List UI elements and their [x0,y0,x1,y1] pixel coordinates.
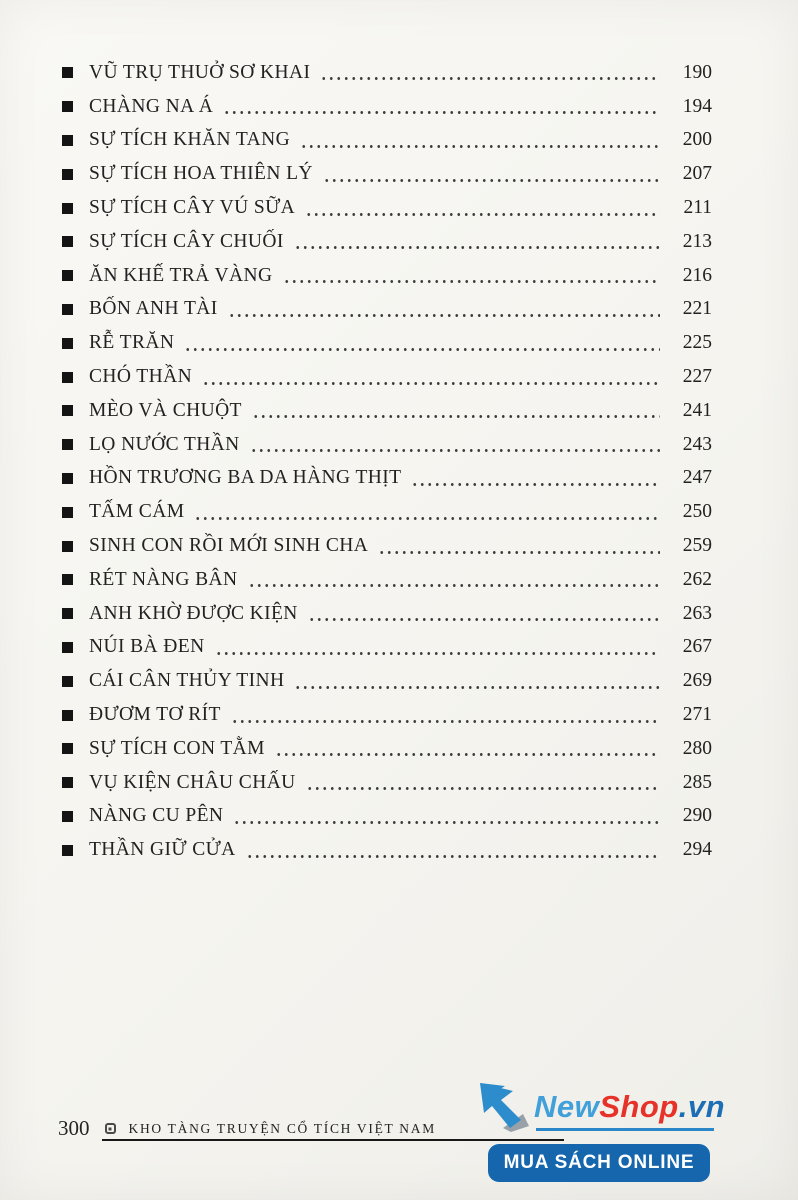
bullet-square-icon [62,608,73,619]
toc-entry-title: RÉT NÀNG BÂN [89,568,238,590]
toc-entry-title: BỐN ANH TÀI [89,298,218,320]
toc-entry-page-number: 225 [682,332,712,354]
toc-entry-title: VŨ TRỤ THUỞ SƠ KHAI [89,61,311,83]
toc-entry-title: ĐƯƠM TƠ RÍT [89,704,221,726]
toc-entry [62,259,712,293]
dot-leader [184,347,660,352]
toc-entry-title: CÁI CÂN THỦY TINH [89,670,285,692]
dot-leader [378,550,660,555]
toc-entry [62,326,712,360]
toc-entry [62,563,712,597]
bullet-square-icon [62,203,73,214]
bullet-square-icon [62,710,73,721]
bullet-square-icon [62,811,73,822]
toc-entry-title: SINH CON RỒI MỚI SINH CHA [89,535,369,557]
bullet-square-icon [62,507,73,518]
toc-entry [62,293,712,327]
toc-entry-page-number: 200 [682,129,712,151]
toc-entry-title: CHÓ THẦN [89,366,193,388]
toc-entry-page-number: 194 [682,95,712,117]
dot-leader [246,854,660,859]
toc-entry-page-number: 267 [682,636,712,658]
toc-entry-title: CHÀNG NA Á [89,95,214,117]
dot-leader [294,245,660,250]
toc-entry-page-number: 211 [683,197,712,219]
newshop-logo [534,1089,725,1125]
toc-entry [62,225,712,259]
toc-entry [62,529,712,563]
toc-entry-page-number: 241 [682,399,712,421]
bullet-square-icon [62,439,73,450]
square-ornament-icon [105,1123,116,1134]
bullet-square-icon [62,169,73,180]
dot-leader [233,820,660,825]
bullet-square-icon [62,642,73,653]
bullet-square-icon [62,135,73,146]
dot-leader [305,212,660,217]
toc-entry [62,631,712,665]
toc-entry [62,766,712,800]
toc-entry [62,124,712,158]
toc-entry-title: RỄ TRĂN [89,332,175,354]
toc-entry-page-number: 259 [682,535,712,557]
dot-leader [283,279,661,284]
footer-book-title: KHO TÀNG TRUYỆN CỔ TÍCH VIỆT NAM [128,1120,436,1136]
page-footer [58,1116,436,1141]
toc-entry-page-number: 213 [682,230,712,252]
toc-entry-title: MÈO VÀ CHUỘT [89,399,242,421]
toc-entry [62,157,712,191]
logo-underline [536,1128,714,1131]
dot-leader [308,617,660,622]
toc-entry-title: SỰ TÍCH KHĂN TANG [89,129,291,151]
toc-entry-page-number: 221 [682,298,712,320]
logo-part-new: New [534,1089,600,1124]
toc-entry-title: THẦN GIỮ CỬA [89,839,236,861]
bullet-square-icon [62,67,73,78]
toc-entry [62,56,712,90]
toc-entry [62,698,712,732]
toc-entry-page-number: 247 [682,467,712,489]
toc-entry-page-number: 269 [682,670,712,692]
bullet-square-icon [62,304,73,315]
toc-entry-page-number: 271 [682,704,712,726]
dot-leader [320,76,660,81]
footer-rule [102,1139,564,1141]
bullet-square-icon [62,236,73,247]
dot-leader [248,583,660,588]
toc-entry [62,664,712,698]
dot-leader [411,482,660,487]
toc-entry-page-number: 207 [682,163,712,185]
bullet-square-icon [62,777,73,788]
toc-entry [62,732,712,766]
bullet-square-icon [62,405,73,416]
logo-part-shop: Shop [599,1089,679,1124]
toc-entry [62,191,712,225]
dot-leader [250,448,660,453]
dot-leader [202,381,660,386]
toc-entry-title: LỌ NƯỚC THẦN [89,433,240,455]
toc-entry [62,495,712,529]
bullet-square-icon [62,338,73,349]
toc-entry-page-number: 250 [682,501,712,523]
dot-leader [323,178,660,183]
toc-entry-page-number: 294 [682,839,712,861]
toc-entry-title: HỒN TRƯƠNG BA DA HÀNG THỊT [89,467,402,489]
bullet-square-icon [62,676,73,687]
bullet-square-icon [62,270,73,281]
bullet-square-icon [62,541,73,552]
bullet-square-icon [62,743,73,754]
dot-leader [215,651,660,656]
bullet-square-icon [62,101,73,112]
toc-entry-page-number: 285 [682,771,712,793]
dot-leader [223,110,660,115]
dot-leader [194,516,660,521]
toc-entry [62,394,712,428]
dot-leader [300,144,660,149]
toc-entry-page-number: 243 [682,433,712,455]
bullet-square-icon [62,372,73,383]
toc-entry-title: ĂN KHẾ TRẢ VÀNG [89,264,273,286]
toc-entry-title: SỰ TÍCH CÂY CHUỐI [89,230,284,252]
mua-sach-online-banner: MUA SÁCH ONLINE [488,1144,710,1182]
toc-entry [62,462,712,496]
footer-page-number: 300 [58,1116,90,1140]
toc-entry-title: VỤ KIỆN CHÂU CHẤU [89,771,296,793]
dot-leader [228,313,660,318]
toc-entry-title: SỰ TÍCH CÂY VÚ SỮA [89,197,296,219]
toc-entry [62,800,712,834]
toc-entry-page-number: 263 [682,602,712,624]
toc-entry-title: ANH KHỜ ĐƯỢC KIỆN [89,602,298,624]
toc-entry-title: NÚI BÀ ĐEN [89,636,205,658]
toc-entry-page-number: 190 [682,61,712,83]
dot-leader [252,414,660,419]
toc-entry [62,833,712,867]
toc-entry [62,428,712,462]
toc-entry [62,90,712,124]
toc-entry-page-number: 280 [682,737,712,759]
toc-entry-page-number: 290 [682,805,712,827]
bullet-square-icon [62,473,73,484]
logo-part-domain: .vn [678,1089,726,1124]
dot-leader [306,786,660,791]
toc-entry-title: SỰ TÍCH CON TẰM [89,737,265,759]
toc-entry-title: SỰ TÍCH HOA THIÊN LÝ [89,163,313,185]
toc-entry-page-number: 262 [682,568,712,590]
bullet-square-icon [62,574,73,585]
toc-entry-title: TẤM CÁM [89,501,185,523]
toc-entry-title: NÀNG CU PÊN [89,805,224,827]
toc-list [62,56,712,867]
toc-entry [62,360,712,394]
toc-entry-page-number: 227 [682,366,712,388]
dot-leader [275,752,660,757]
dot-leader [231,719,660,724]
toc-entry-page-number: 216 [682,264,712,286]
dot-leader [294,685,660,690]
toc-entry [62,597,712,631]
newshop-arrow-icon [477,1080,533,1137]
bullet-square-icon [62,845,73,856]
